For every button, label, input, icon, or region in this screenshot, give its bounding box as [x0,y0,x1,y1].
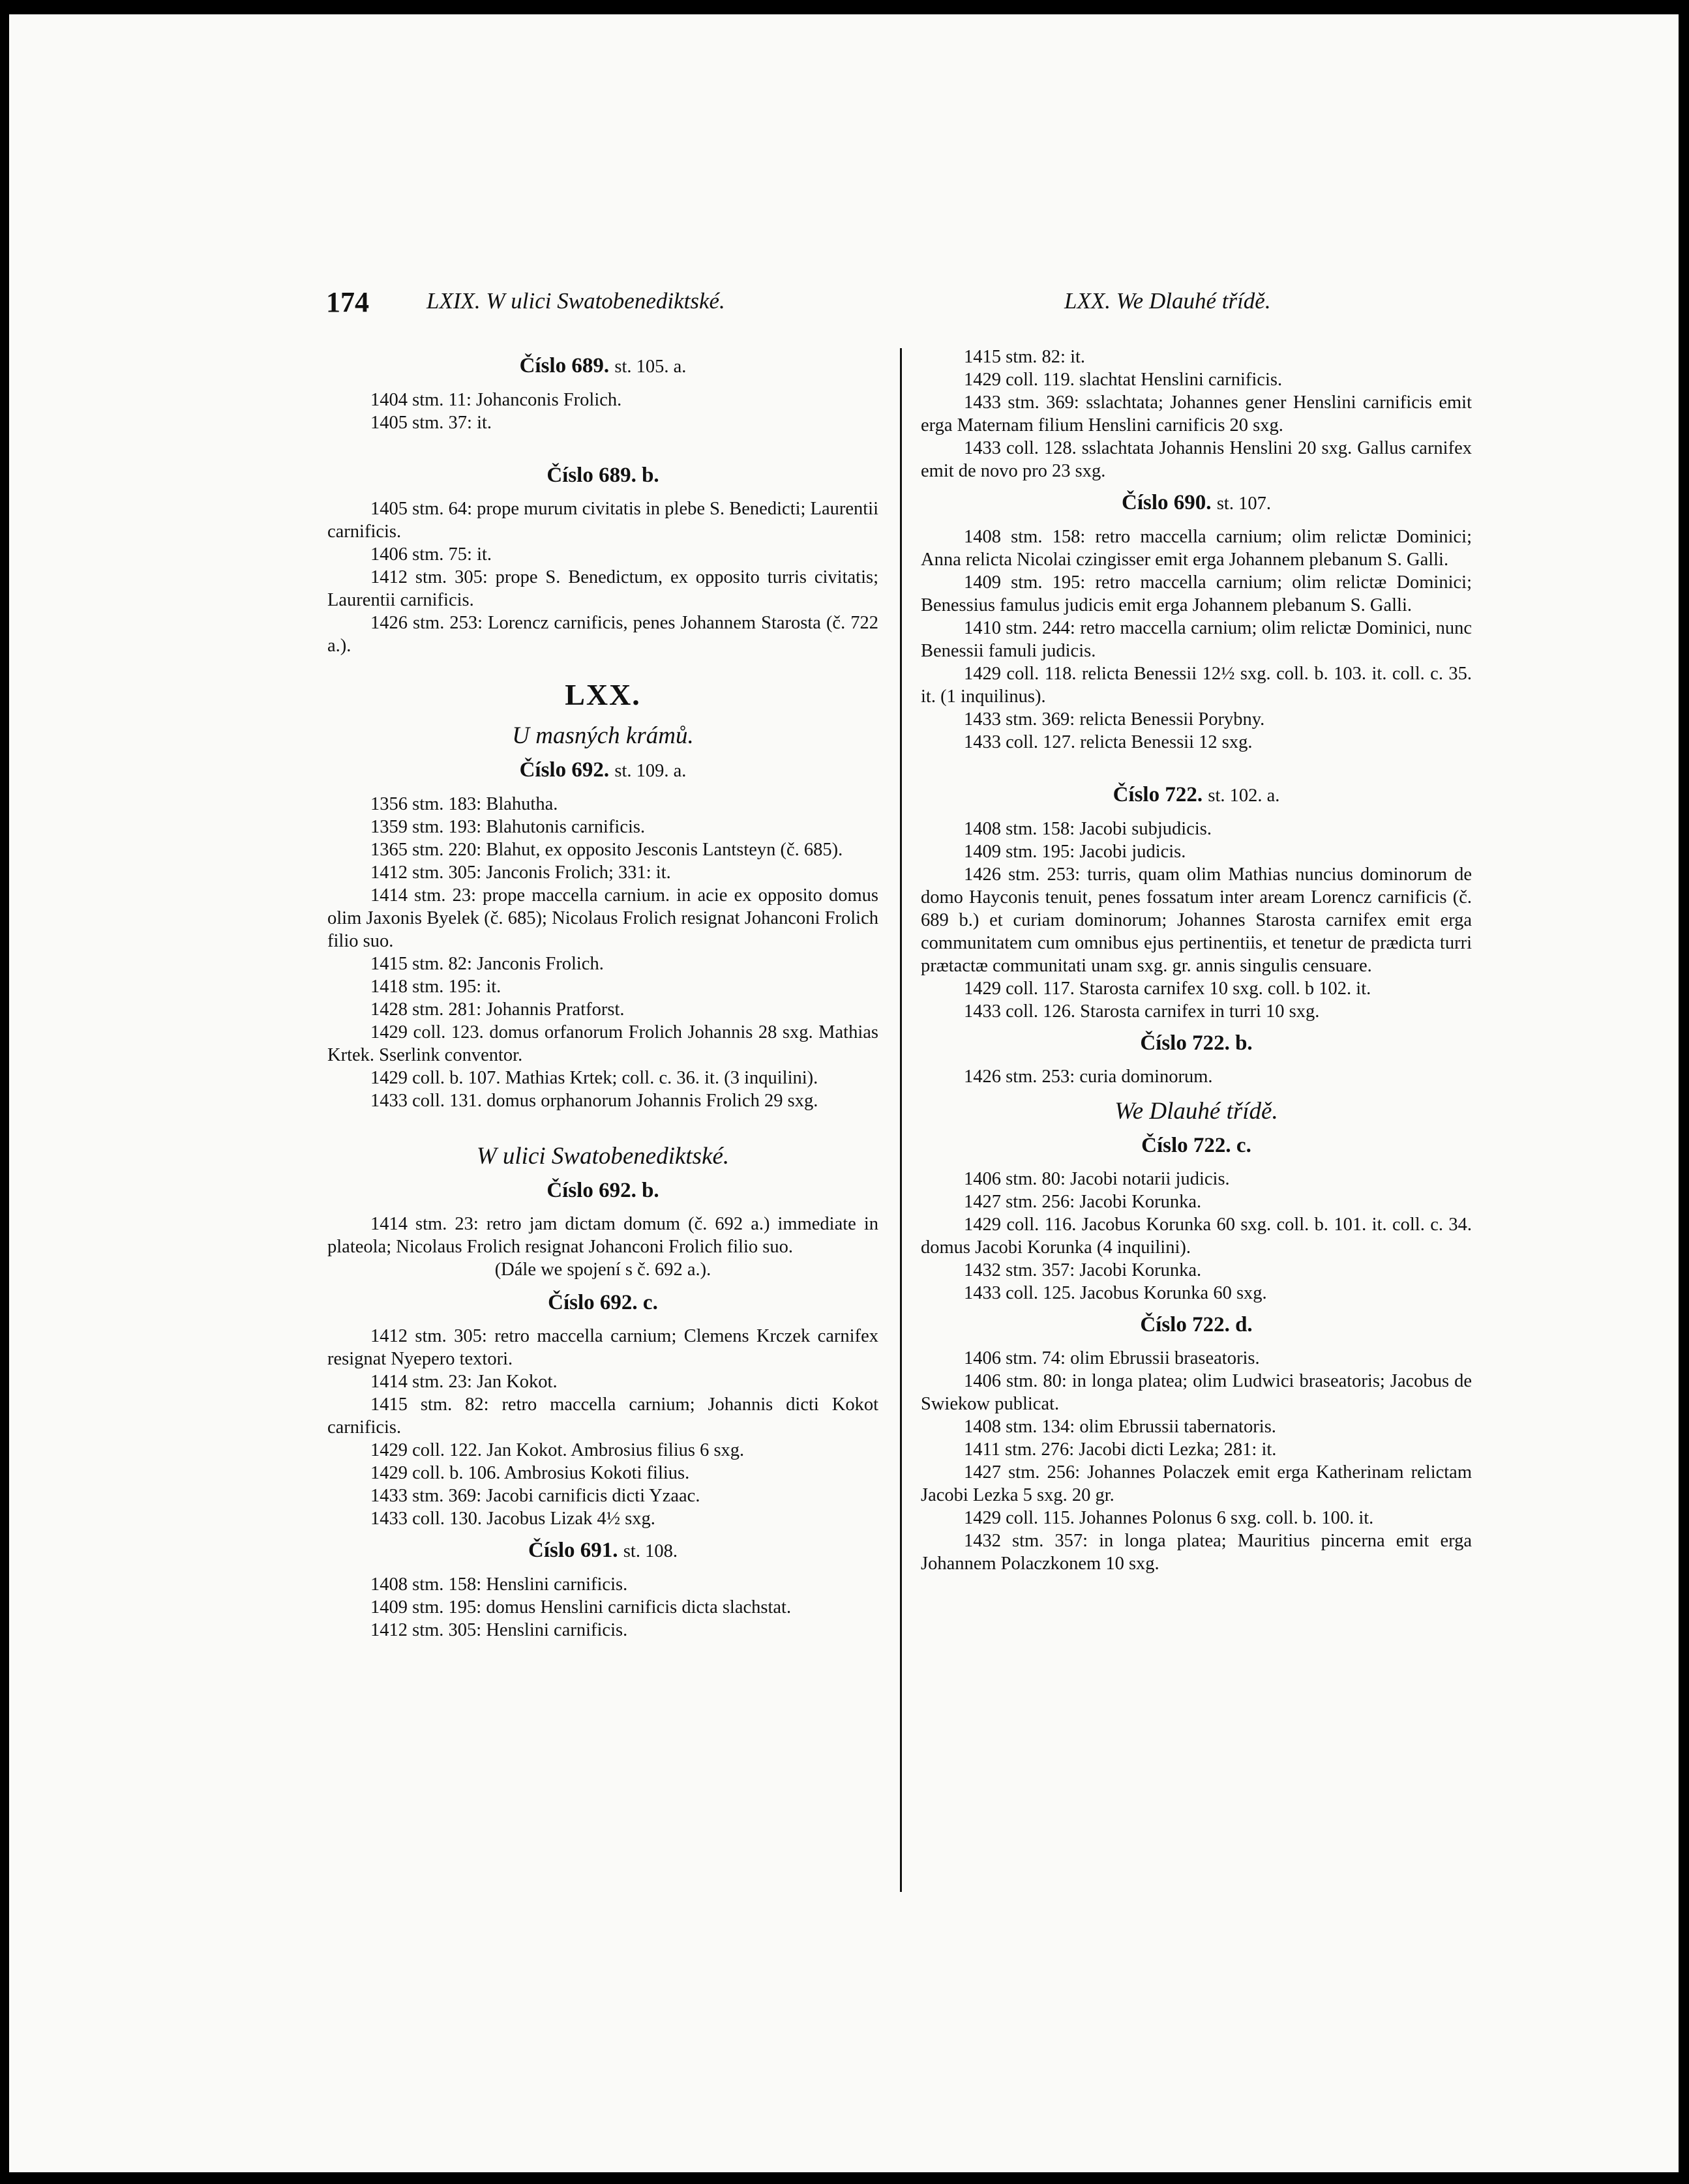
entry-number: Číslo 689. [519,354,610,377]
record-entry: 1406 stm. 80: in longa platea; olim Ludwici braseatoris; Jacobus de Swiekow publicat. [921,1371,1472,1414]
record-entry: 1418 stm. 195: it. [370,977,501,997]
record-entry: 1406 stm. 74: olim Ebrussii braseatoris. [964,1348,1260,1368]
entry-number-heading [327,1291,878,1314]
record-entry: 1429 coll. 115. Johannes Polonus 6 sxg. coll. b. 100. it. [964,1508,1374,1528]
column-divider [900,348,902,1892]
record-entry: 1408 stm. 134: olim Ebrussii tabernatoris. [964,1417,1276,1437]
entry-number: Číslo 722. d. [1140,1313,1253,1336]
record-entry: 1412 stm. 305: prope S. Benedictum, ex opposito turris civitatis; Laurentii carnificis. [327,567,878,610]
record-entry: 1433 coll. 131. domus orphanorum Johannis Frolich 29 sxg. [370,1091,818,1111]
record-entry: 1408 stm. 158: Henslini carnificis. [370,1574,628,1595]
record-entry: 1405 stm. 37: it. [370,413,492,433]
record-entry: 1414 stm. 23: prope maccella carnium. in acie ex opposito domus olim Jaxonis Byelek (č. 685); Nicolaus Frolich resignat Johanconi Frolich filio suo. [327,885,878,951]
entry-number-heading [921,1032,1472,1055]
chapter-number: LXX. [565,678,641,711]
record-entry: 1409 stm. 195: domus Henslini carnificis dicta slachstat. [370,1597,792,1617]
record-entry: 1426 stm. 253: curia dominorum. [964,1067,1213,1087]
record-entry: 1404 stm. 11: Johanconis Frolich. [370,390,622,410]
record-entry: 1429 coll. b. 107. Mathias Krtek; coll. c. 36. it. (3 inquilini). [370,1068,818,1088]
entry-number: Číslo 692. [519,758,610,782]
entry-number: Číslo 689. b. [546,464,659,487]
running-header-right: LXX. We Dlauhé třídě. [1064,288,1271,314]
document-page [9,14,1679,2172]
record-entry: 1429 coll. 119. slachtat Henslini carnificis. [964,370,1283,390]
record-entry: 1415 stm. 82: it. [964,347,1086,367]
record-entry: 1433 coll. 130. Jacobus Lizak 4½ sxg. [370,1509,655,1529]
record-entry: 1414 stm. 23: retro jam dictam domum (č. 692 a.) immediate in plateola; Nicolaus Frolich resignat Johanconi Frolich filio suo. [327,1214,878,1257]
record-entry: 1433 stm. 369: Jacobi carnificis dicti Yzaac. [370,1486,700,1506]
old-number: st. 108. [623,1541,678,1561]
left-column [327,346,878,1642]
record-entry: 1411 stm. 276: Jacobi dicti Lezka; 281: it. [964,1439,1277,1460]
record-entry: 1433 coll. 126. Starosta carnifex in turri 10 sxg. [964,1001,1320,1022]
record-entry: 1433 coll. 125. Jacobus Korunka 60 sxg. [964,1283,1267,1303]
entry-number-heading [921,784,1472,807]
old-number: st. 107. [1216,494,1271,514]
entry-number: Číslo 722. b. [1140,1031,1253,1055]
record-entry: 1429 coll. 118. relicta Benessii 12½ sxg. coll. b. 103. it. coll. c. 35. it. (1 inquilinus). [921,664,1472,707]
entry-number-heading [327,759,878,782]
right-column [921,346,1472,1575]
spacer [327,1112,878,1133]
record-entry: 1414 stm. 23: Jan Kokot. [370,1372,558,1392]
old-number: st. 109. a. [614,761,687,781]
record-entry: 1412 stm. 305: Janconis Frolich; 331: it. [370,863,671,883]
record-entry: 1433 stm. 369: sslachtata; Johannes gener Henslini carnificis emit erga Maternam filium Henslini carnificis 20 sxg. [921,392,1472,435]
record-entry: 1356 stm. 183: Blahutha. [370,794,558,814]
record-entry: 1429 coll. 116. Jacobus Korunka 60 sxg. coll. b. 101. it. coll. c. 34. domus Jacobi Korunka (4 inquilini). [921,1215,1472,1258]
record-entry: 1408 stm. 158: Jacobi subjudicis. [964,819,1212,839]
section-title: W ulici Swatobenediktské. [476,1143,730,1170]
record-entry: 1432 stm. 357: in longa platea; Mauritius pincerna emit erga Johannem Polaczkonem 10 sxg. [921,1531,1472,1574]
entry-number: Číslo 692. b. [546,1179,659,1202]
record-entry: 1433 stm. 369: relicta Benessii Porybny. [964,709,1265,730]
record-entry: 1359 stm. 193: Blahutonis carnificis. [370,817,646,837]
record-entry: 1415 stm. 82: retro maccella carnium; Johannis dicti Kokot carnificis. [327,1395,878,1438]
entry-number: Číslo 722. c. [1141,1134,1251,1157]
record-entry: 1432 stm. 357: Jacobi Korunka. [964,1260,1202,1280]
entry-number: Číslo 690. [1122,491,1212,514]
page-number: 174 [326,286,369,318]
entry-number-heading [327,355,878,378]
record-entry: 1409 stm. 195: retro maccella carnium; olim relictæ Dominici; Benessius famulus judicis emit erga Johannem plebanum S. Galli. [921,572,1472,615]
record-entry: 1433 coll. 127. relicta Benessii 12 sxg. [964,732,1253,752]
record-entry: 1429 coll. b. 106. Ambrosius Kokoti filius. [370,1463,690,1483]
record-entry: 1410 stm. 244: retro maccella carnium; olim relictæ Dominici, nunc Benessii famuli judicis. [921,618,1472,661]
running-header-left: LXIX. W ulici Swatobenediktské. [426,288,725,314]
record-entry: 1408 stm. 158: retro maccella carnium; olim relictæ Dominici; Anna relicta Nicolai czingisser emit erga Johannem plebanum S. Galli. [921,527,1472,570]
record-entry: 1365 stm. 220: Blahut, ex opposito Jesconis Lantsteyn (č. 685). [370,840,843,860]
entry-number: Číslo 691. [528,1539,618,1562]
record-entry: 1433 coll. 128. sslachtata Johannis Henslini 20 sxg. Gallus carnifex emit de novo pro 23 sxg. [921,438,1472,481]
record-entry: 1415 stm. 82: Janconis Frolich. [370,954,604,974]
entry-number-heading [921,1314,1472,1336]
record-entry: 1428 stm. 281: Johannis Pratforst. [370,999,625,1020]
record-entry: 1429 coll. 117. Starosta carnifex 10 sxg. coll. b 102. it. [964,979,1371,999]
record-entry: 1427 stm. 256: Johannes Polaczek emit erga Katherinam relictam Jacobi Lezka 5 sxg. 20 gr. [921,1462,1472,1505]
record-entry: 1409 stm. 195: Jacobi judicis. [964,842,1186,862]
record-entry: 1427 stm. 256: Jacobi Korunka. [964,1192,1202,1212]
record-entry: 1426 stm. 253: turris, quam olim Mathias nuncius dominorum de domo Hayconis tenuit, penes fossatum inter aream Lorencz carnificis (č. 689 b.) et curiam dominorum; Johannes Starosta carnifex emit erga communitatem cum omnibus ejus pertinentiis, et tenetur de prædicta turri prætactæ communitati unam sxg. gr. annis singulis censuare. [921,864,1472,976]
record-entry: 1412 stm. 305: Henslini carnificis. [370,1620,628,1640]
old-number: st. 102. a. [1208,786,1280,806]
record-entry: 1429 coll. 122. Jan Kokot. Ambrosius filius 6 sxg. [370,1440,745,1460]
section-title: We Dlauhé třídě. [1114,1098,1278,1125]
entry-number-heading [921,1134,1472,1157]
entry-number-heading [921,492,1472,515]
old-number: st. 105. a. [614,357,687,377]
entry-number: Číslo 692. c. [548,1291,658,1314]
cross-reference-note: (Dále we spojení s č. 692 a.). [494,1260,711,1280]
entry-number-heading [327,1179,878,1202]
record-entry: 1406 stm. 75: it. [370,544,492,565]
entry-number-heading [327,1539,878,1563]
record-entry: 1412 stm. 305: retro maccella carnium; Clemens Krczek carnifex resignat Nyepero textori. [327,1326,878,1369]
record-entry: 1426 stm. 253: Lorencz carnificis, penes Johannem Starosta (č. 722 a.). [327,613,878,656]
record-entry: 1429 coll. 123. domus orfanorum Frolich Johannis 28 sxg. Mathias Krtek. Sserlink conventor. [327,1022,878,1065]
spacer [327,434,878,455]
section-title: U masných krámů. [512,722,694,749]
record-entry: 1406 stm. 80: Jacobi notarii judicis. [964,1169,1230,1189]
entry-number: Číslo 722. [1113,783,1203,806]
entry-number-heading [327,464,878,487]
spacer [921,754,1472,775]
record-entry: 1405 stm. 64: prope murum civitatis in plebe S. Benedicti; Laurentii carnificis. [327,499,878,542]
